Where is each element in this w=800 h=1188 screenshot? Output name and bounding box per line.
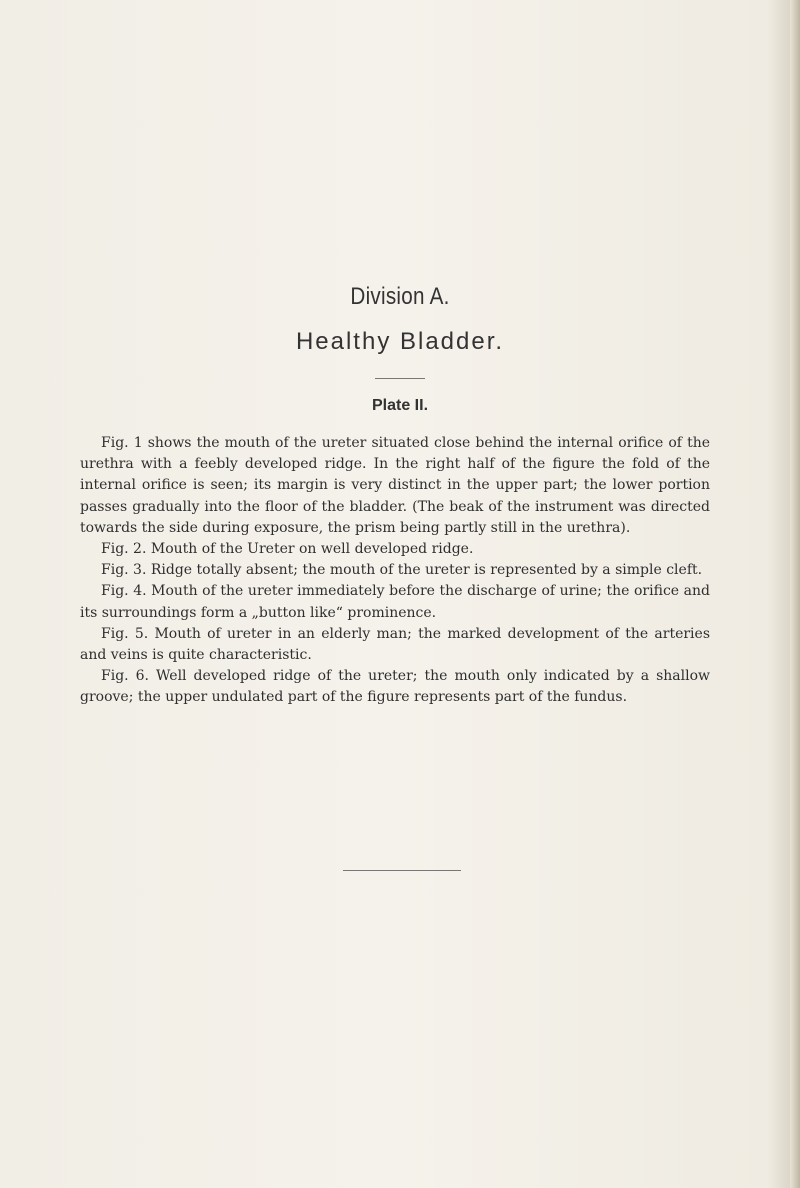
paragraph-fig-3: Fig. 3. Ridge totally absent; the mouth of the ureter is represented by a simple cleft. — [101, 562, 703, 579]
division-heading: Division A. — [350, 283, 450, 310]
page-edge-shadow — [790, 0, 800, 1188]
section-heading: Healthy Bladder. — [295, 328, 505, 355]
paragraph-fig-1: Fig. 1 shows the mouth of the ureter situated close behind the internal orifice of the urethra with a feebly developed ridge. In the right half of the figure the fold of the internal orifice is seen; its margin is very distinct in the upper part; the lower portion passes gradually into the floor of the bladder. (The beak of the instrument was directed towards the side during exposure, the prism being partly still in the urethra). — [80, 435, 710, 536]
plate-heading: Plate II. — [371, 397, 429, 414]
end-rule — [343, 870, 461, 871]
figure-descriptions — [80, 433, 710, 709]
paragraph-fig-6: Fig. 6. Well developed ridge of the ureter; the mouth only indicated by a shallow groove; the upper undulated part of the figure represents part of the fundus. — [80, 668, 710, 706]
paragraph-fig-4: Fig. 4. Mouth of the ureter immediately before the discharge of urine; the orifice and its surroundings form a „button like“ prominence. — [80, 583, 710, 621]
divider-rule — [375, 378, 425, 379]
paragraph-fig-5: Fig. 5. Mouth of ureter in an elderly man; the marked development of the arteries and veins is quite characteristic. — [80, 625, 710, 664]
paragraph-fig-2: Fig. 2. Mouth of the Ureter on well developed ridge. — [101, 541, 474, 558]
